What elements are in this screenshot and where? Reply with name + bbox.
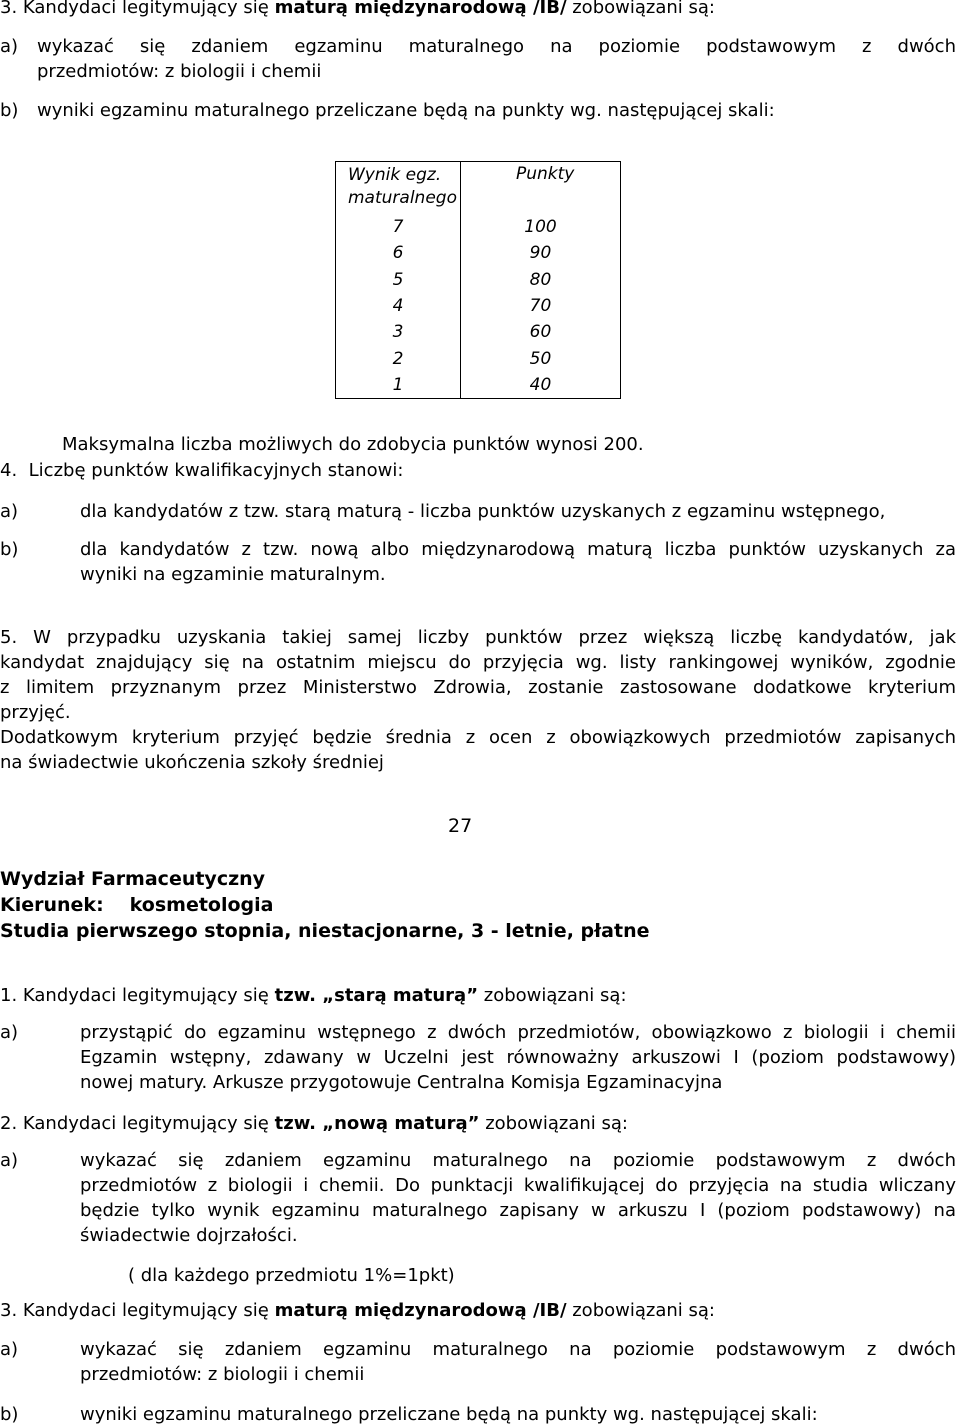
item3-heading <box>0 0 715 20</box>
item1-a-label: a) <box>0 1022 19 1043</box>
scale-grade: 5 <box>336 267 461 293</box>
direction-label: Kierunek: <box>0 894 104 916</box>
page-number-value: 27 <box>448 815 473 837</box>
item3b-a-label: a) <box>0 1339 19 1360</box>
item5-line3: z limitem przyznanym przez Ministerstwo Zdrowia, zostanie zastosowane dodatkowe kryterium <box>0 677 956 698</box>
scale-header-points: Punkty <box>461 162 621 215</box>
item3b-suffix: zobowiązani są: <box>566 1300 715 1321</box>
item3-bold: maturą międzynarodową /IB/ <box>274 0 567 18</box>
scale-points: 40 <box>461 372 621 399</box>
item1-a-line2: Egzamin wstępny, zdawany w Uczelni jest równoważny arkuszowi I (poziom podstawowy) <box>80 1047 956 1068</box>
scale-points: 50 <box>461 345 621 371</box>
item4-a-text: dla kandydatów z tzw. starą maturą - liczba punktów uzyskanych z egzaminu wstępnego, <box>80 501 886 522</box>
item4-a-label: a) <box>0 501 19 522</box>
item2-a-line4: świadectwie dojrzałości. <box>80 1225 298 1246</box>
item3b-a-line2: przedmiotów: z biologii i chemii <box>80 1364 365 1385</box>
page-number <box>448 815 472 837</box>
table-row <box>336 372 621 399</box>
studies-type: Studia pierwszego stopnia, niestacjonarne, 3 - letnie, płatne <box>0 920 650 942</box>
item3-a-line1: wykazać się zdaniem egzaminu maturalnego na poziomie podstawowym z dwóch <box>37 36 956 57</box>
scale-grade: 7 <box>336 214 461 240</box>
item3b-a-line1: wykazać się zdaniem egzaminu maturalnego na poziomie podstawowym z dwóch <box>80 1339 956 1360</box>
scale-grade: 6 <box>336 240 461 266</box>
item2-heading <box>0 1111 628 1136</box>
item2-a-line3: będzie tylko wynik egzaminu maturalnego zapisany w arkuszu I (poziom podstawowy) na <box>80 1200 956 1221</box>
scale-grade: 4 <box>336 293 461 319</box>
item3b-b-text: wyniki egzaminu maturalnego przeliczane będą na punkty wg. następującej skali: <box>80 1404 818 1425</box>
item2-prefix: 2. Kandydaci legitymujący się <box>0 1113 275 1134</box>
item1-suffix: zobowiązani są: <box>478 985 627 1006</box>
faculty-name: Wydział Farmaceutyczny <box>0 868 266 890</box>
item1-a-line1: przystąpić do egzaminu wstępnego z dwóch przedmiotów, obowiązkowo z biologii i chemii <box>80 1022 956 1043</box>
item3-a-label: a) <box>0 36 19 57</box>
item3b-point-b <box>0 1402 956 1427</box>
item3-point-a <box>0 34 956 84</box>
item3-prefix: 3. Kandydaci legitymujący się <box>0 0 275 18</box>
item3-a-line2: przedmiotów: z biologii i chemii <box>37 61 322 82</box>
max-points-note: Maksymalna liczba możliwych do zdobycia punktów wynosi 200. <box>62 434 644 455</box>
table-row <box>336 319 621 345</box>
item4-label: 4. <box>0 460 18 481</box>
item5-line5: Dodatkowym kryterium przyjęć będzie średnia z ocen z obowiązkowych przedmiotów zapisanych <box>0 727 956 748</box>
item2-bold: tzw. „nową maturą” <box>274 1113 480 1134</box>
item3-point-b <box>0 98 956 123</box>
item2-a-line2: przedmiotów z biologii i chemii. Do punktacji kwalifikującej do przyjęcia na studia wliczany <box>80 1175 956 1196</box>
item3b-bold: maturą międzynarodową /IB/ <box>274 1300 567 1321</box>
item1-point-a <box>0 1020 956 1095</box>
item3b-point-a <box>0 1337 956 1387</box>
scale-points: 80 <box>461 267 621 293</box>
item5-line6: na świadectwie ukończenia szkoły średniej <box>0 752 384 773</box>
item4-b-line2: wyniki na egzaminie maturalnym. <box>80 564 386 585</box>
item5-paragraph <box>0 625 956 775</box>
scale-table <box>335 161 621 399</box>
scale-table-header <box>336 162 621 215</box>
item4-point-b <box>0 537 956 587</box>
direction-value: kosmetologia <box>129 894 274 916</box>
item3-suffix: zobowiązani są: <box>566 0 715 18</box>
table-row <box>336 214 621 240</box>
item2-point-a <box>0 1148 956 1248</box>
item4-heading <box>0 458 403 483</box>
item1-bold: tzw. „starą maturą” <box>274 985 479 1006</box>
scale-header-grade: Wynik egz. maturalnego <box>336 162 461 215</box>
item3b-heading <box>0 1298 715 1323</box>
table-row <box>336 240 621 266</box>
item5-line2: kandydat znajdujący się na ostatnim miejscu do przyjęcia wg. listy rankingowej wyników, zgodnie <box>0 652 956 673</box>
item1-heading <box>0 983 627 1008</box>
item2-note: ( dla każdego przedmiotu 1%=1pkt) <box>128 1265 455 1286</box>
item2-a-label: a) <box>0 1150 19 1171</box>
scale-grade: 1 <box>336 372 461 399</box>
item3b-prefix: 3. Kandydaci legitymujący się <box>0 1300 275 1321</box>
scale-grade: 2 <box>336 345 461 371</box>
item4-text: Liczbę punktów kwalifikacyjnych stanowi: <box>28 460 404 481</box>
item5-line4: przyjęć. <box>0 702 71 723</box>
item1-prefix: 1. Kandydaci legitymujący się <box>0 985 275 1006</box>
item2-suffix: zobowiązani są: <box>479 1113 628 1134</box>
item4-b-line1: dla kandydatów z tzw. nową albo międzynarodową maturą liczba punktów uzyskanych za <box>80 539 956 560</box>
item1-a-line3: nowej matury. Arkusze przygotowuje Centralna Komisja Egzaminacyjna <box>80 1072 723 1093</box>
table-row <box>336 345 621 371</box>
table-row <box>336 267 621 293</box>
item2-a-line1: wykazać się zdaniem egzaminu maturalnego na poziomie podstawowym z dwóch <box>80 1150 956 1171</box>
item3b-b-label: b) <box>0 1404 19 1425</box>
item4-b-label: b) <box>0 539 19 560</box>
scale-grade: 3 <box>336 319 461 345</box>
scale-points: 70 <box>461 293 621 319</box>
direction-line <box>0 892 273 918</box>
item3-b-text: wyniki egzaminu maturalnego przeliczane będą na punkty wg. następującej skali: <box>37 100 775 121</box>
item5-line1: 5. W przypadku uzyskania takiej samej liczby punktów przez większą liczbę kandydatów, jak <box>0 627 956 648</box>
item3-b-label: b) <box>0 100 19 121</box>
item4-point-a <box>0 499 956 524</box>
scale-points: 90 <box>461 240 621 266</box>
scale-points: 100 <box>461 214 621 240</box>
scale-points: 60 <box>461 319 621 345</box>
table-row <box>336 293 621 319</box>
